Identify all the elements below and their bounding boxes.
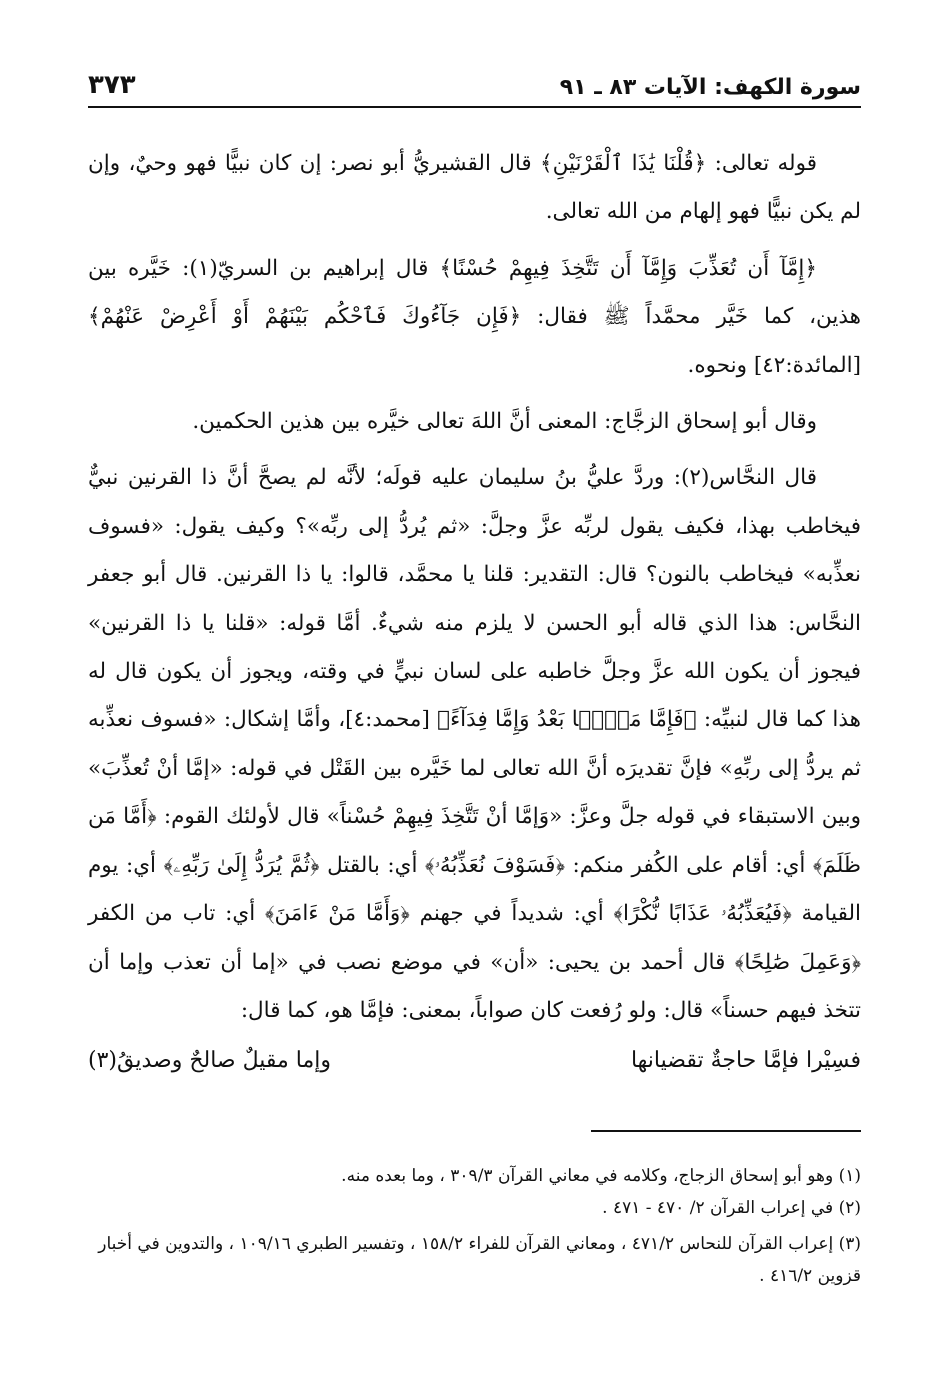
- footnote-3: (٣) إعراب القرآن للنحاس ٤٧١/٢ ، ومعاني القرآن للفراء ١٥٨/٢ ، وتفسير الطبري ١٠٩/١٦ ، والتدوين في أخبار قزوين ٤١٦/٢ .: [98, 1234, 861, 1286]
- paragraph-zajjaj: وقال أبو إسحاق الزجَّاج: المعنى أنَّ اللهَ تعالى خيَّره بين هذين الحكمين.: [192, 409, 817, 435]
- paragraph-qushayri: قوله تعالى: ﴿قُلْنَا يَٰذَا ٱلْقَرْنَيْنِ﴾ قال القشيريُّ أبو نصر: إن كان نبيًّا فهو وحيٌ، وإن لم يكن نبيًّا فهو إلهام من الله تعالى.: [88, 151, 861, 225]
- main-text: [88, 140, 861, 1086]
- footnote-separator: [591, 1130, 861, 1132]
- verse-second-hemistich: وإما مقيلٌ صالحٌ وصديقُ(٣): [88, 1048, 332, 1074]
- footnote-2: (٢) في إعراب القرآن ٢/ ٤٧٠ - ٤٧١ .: [602, 1198, 861, 1218]
- page-number: ٣٧٣: [88, 70, 136, 100]
- footnote-1: (١) وهو أبو إسحاق الزجاج، وكلامه في معاني القرآن ٣٠٩/٣ ، وما بعده منه.: [341, 1166, 861, 1186]
- running-title: سورة الكهف: الآيات ٨٣ ـ ٩١: [559, 75, 861, 100]
- paragraph-nahhas: قال النحَّاس(٢): وردَّ عليُّ بنُ سليمان عليه قولَه؛ لأنَّه لم يصحَّ أنَّ ذا القرنين نبيٌّ فيخاطب بهذا، فكيف يقول لربِّه عزَّ وجلَّ: «ثم يُردُّ إلى ربِّه»؟ وكيف يقول: «فسوف نعذِّبه» فيخاطب بالنون؟ قال: التقدير: قلنا يا محمَّد، قالوا: يا ذا القرنين. قال أبو جعفر النحَّاس: هذا الذي قاله أبو الحسن لا يلزم منه شيءٌ. أمَّا قوله: «قلنا يا ذا القرنين» فيجوز أن يكون الله عزَّ وجلَّ خاطبه على لسان نبيٍّ في وقته، ويجوز أن يكون قال له هذا كما قال لنبيِّه: ﴿فَإِمَّا مَنًّۢا بَعْدُ وَإِمَّا فِدَآءً﴾ [محمد:٤]، وأمَّا إشكال: «فسوف نعذِّبه ثم يردُّ إلى ربِّهِ» فإنَّ تقديرَه أنَّ الله تعالى لما خَيَّره بين القَتْل في قوله: «إمَّا أنْ تُعذِّبَ» وبين الاستبقاء في قوله جلَّ وعزَّ: «وَإمَّا أنْ تَتَّخِذَ فِيهِمْ حُسْناً» قال لأولئك القوم: ﴿أَمَّا مَن ظَلَمَ﴾ أي: أقام على الكُفر منكم: ﴿فَسَوْفَ نُعَذِّبُهُۥ﴾ أي: بالقتل ﴿ثُمَّ يُرَدُّ إِلَىٰ رَبِّهِۦ﴾ أي: يوم القيامة ﴿فَيُعَذِّبُهُۥ عَذَابًا نُّكْرًا﴾ أي: شديداً في جهنم ﴿وَأَمَّا مَنْ ءَامَنَ﴾ أي: تاب من الكفر ﴿وَعَمِلَ صَٰلِحًا﴾ قال أحمد بن يحيى: «أن» في موضع نصب في «إما أن تعذب وإما أن تتخذ فيهم حسناً» قال: ولو رُفعت كان صواباً، بمعنى: فإمَّا هو، كما قال:: [88, 465, 861, 1023]
- poetry-verse: [88, 1037, 861, 1085]
- page-header: [88, 60, 861, 108]
- paragraph-ibrahim-sari: ﴿إِمَّآ أَن تُعَذِّبَ وَإِمَّآ أَن تَتَّخِذَ فِيهِمْ حُسْنًا﴾ قال إبراهيم بن السريّ(١): خَيَّره بين هذين، كما خَيَّر محمَّداً ﷺ فقال: ﴿فَإِن جَآءُوكَ فَٱحْكُم بَيْنَهُمْ أَوْ أَعْرِضْ عَنْهُمْ﴾ [المائدة:٤٢] ونحوه.: [88, 255, 861, 378]
- verse-first-hemistich: فسِيْرا فإمَّا حاجةٌ تقضيانها: [630, 1048, 861, 1074]
- footnotes: [88, 1160, 861, 1292]
